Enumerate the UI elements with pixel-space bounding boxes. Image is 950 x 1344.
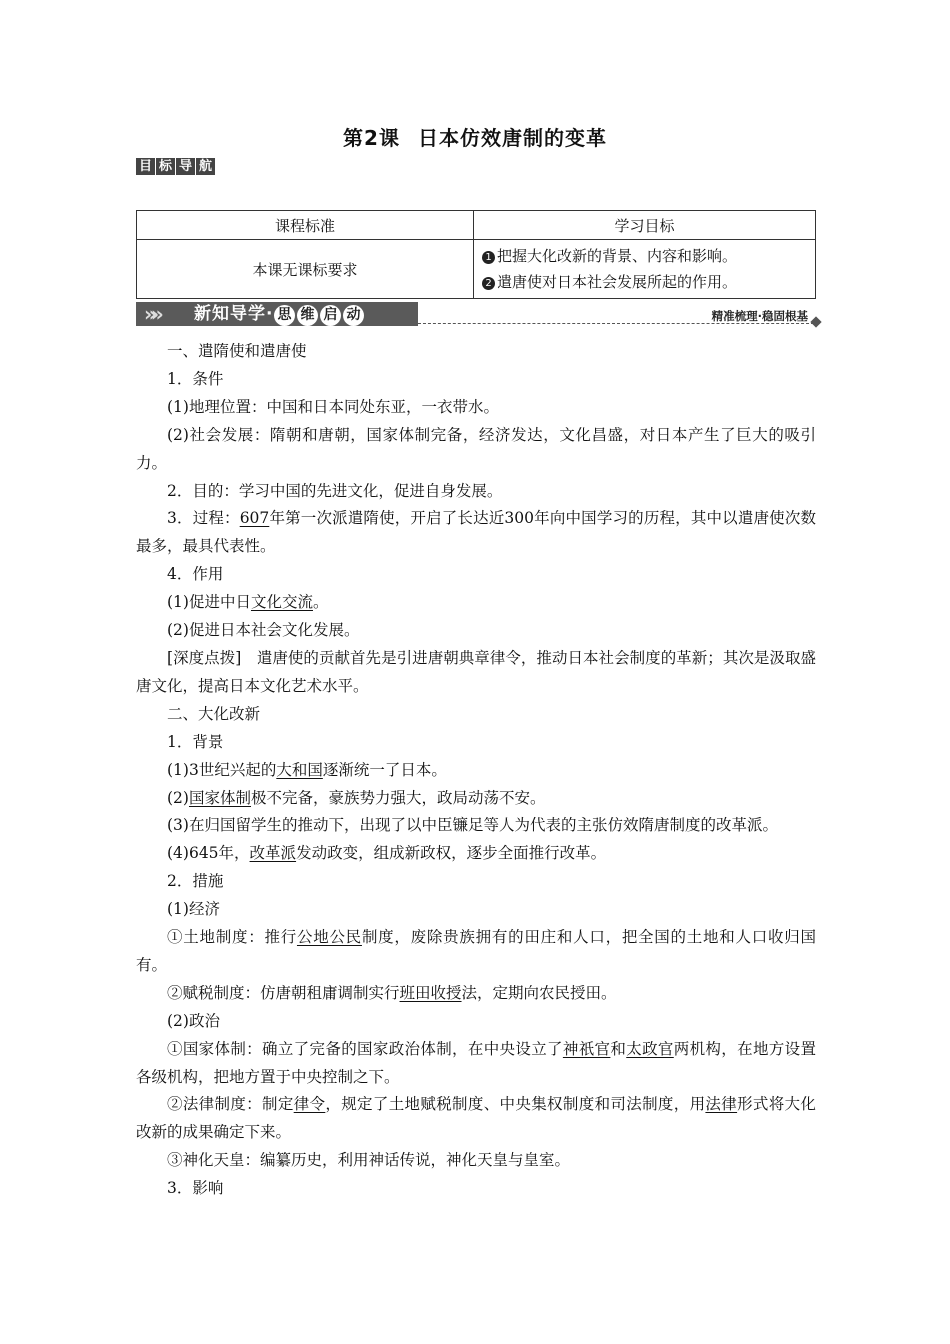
paragraph: (2)社会发展：隋朝和唐朝，国家体制完备，经济发达，文化昌盛，对日本产生了巨大的吸引力。 xyxy=(136,425,816,472)
goal-text: 把握大化改新的背景、内容和影响。 xyxy=(497,247,738,265)
text: 年第一次派遣隋使，开启了长达近300年向中国学习的历程，其中以遣唐使次数最多，最具代表性。 xyxy=(136,509,816,556)
badge-char: 标 xyxy=(156,158,175,175)
goal-item xyxy=(482,243,815,269)
course-standard-cell: 本课无课标要求 xyxy=(137,240,474,299)
text: ①国家体制：确立了完备的国家政治体制，在中央设立了 xyxy=(167,1039,563,1058)
standards-table xyxy=(136,210,816,299)
paragraph: (2)促进日本社会文化发展。 xyxy=(167,621,360,640)
paragraph xyxy=(136,757,816,785)
subheading: 3．影响 xyxy=(167,1179,224,1198)
paragraph: (3)在归国留学生的推动下，出现了以中臣镰足等人为代表的主张仿效隋唐制度的改革派。 xyxy=(167,816,778,835)
section-heading: 二、大化改新 xyxy=(167,704,261,723)
underlined-term: 文化交流 xyxy=(250,593,313,612)
banner-highlight: 思 xyxy=(274,305,295,326)
badge-char: 导 xyxy=(176,158,195,175)
paragraph xyxy=(136,924,816,980)
badge-char: 航 xyxy=(196,158,215,175)
text: ②法律制度：制定 xyxy=(167,1095,294,1114)
text: 。 xyxy=(312,593,329,612)
subheading: 1．条件 xyxy=(167,369,224,388)
number-badge-icon: 1 xyxy=(482,251,495,264)
text: 逐渐统一了日本。 xyxy=(322,760,447,779)
banner-highlight: 动 xyxy=(343,305,364,326)
lesson-number: 第2课 xyxy=(343,126,400,150)
text: 发动政变，组成新政权，逐步全面推行改革。 xyxy=(296,844,607,863)
banner-subtitle: 精准梳理·稳固根基 xyxy=(711,309,808,323)
text: ，规定了土地赋税制度、中央集权制度和司法制度，用 xyxy=(325,1095,706,1114)
section-banner xyxy=(136,300,820,328)
paragraph xyxy=(136,840,816,868)
header-learning-goals: 学习目标 xyxy=(474,211,816,240)
deep-insight-note: [深度点拨] 遣唐使的贡献首先是引进唐朝典章律令，推动日本社会制度的革新；其次是汲取盛唐文化，提高日本文化艺术水平。 xyxy=(136,648,816,695)
paragraph xyxy=(136,589,816,617)
paragraph xyxy=(136,505,816,561)
text: (2) xyxy=(167,788,189,807)
banner-highlight: 维 xyxy=(297,305,318,326)
learning-goals-cell xyxy=(474,240,816,299)
lesson-content xyxy=(136,338,816,1203)
subheading: 1．背景 xyxy=(167,732,224,751)
underlined-term: 公地公民 xyxy=(296,928,362,947)
text: (1)促进中日 xyxy=(167,593,251,612)
subheading: 4．作用 xyxy=(167,565,224,584)
paragraph: ③神化天皇：编纂历史，利用神话传说，神化天皇与皇室。 xyxy=(167,1151,571,1170)
text: (4)645年， xyxy=(167,844,250,863)
text: 极不完备，豪族势力强大，政局动荡不安。 xyxy=(250,788,546,807)
banner-highlight: 启 xyxy=(320,305,341,326)
text: 法，定期向农民授田。 xyxy=(461,983,617,1002)
diamond-icon xyxy=(810,316,821,327)
underlined-term: 神祇官 xyxy=(562,1039,611,1058)
underlined-term: 太政官 xyxy=(626,1039,674,1058)
paragraph xyxy=(136,1036,816,1092)
chevron-icon: »» xyxy=(144,302,158,326)
text: 两机构，在地方设置各级机构，把地方置于中央控制之下。 xyxy=(136,1039,816,1086)
paragraph xyxy=(136,980,816,1008)
subheading: 2．措施 xyxy=(167,872,224,891)
text: 制度，废除贵族拥有的田庄和人口，把全国的土地和人口收归国有。 xyxy=(136,928,816,974)
underlined-term: 改革派 xyxy=(249,844,297,863)
underlined-term: 大和国 xyxy=(276,760,323,779)
number-badge-icon: 2 xyxy=(482,277,495,290)
goal-text: 遣唐使对日本社会发展所起的作用。 xyxy=(497,273,738,291)
paragraph: (1)地理位置：中国和日本同处东亚，一衣带水。 xyxy=(167,397,499,416)
text: ①土地制度：推行 xyxy=(167,928,297,947)
section-heading: 一、遣隋使和遣唐使 xyxy=(167,342,307,360)
subheading: (1)经济 xyxy=(167,900,220,919)
banner-text: 新知导学· xyxy=(194,304,274,324)
underlined-term: 607 xyxy=(239,509,270,528)
text: ②赋税制度：仿唐朝租庸调制实行 xyxy=(167,983,400,1002)
text: 形式将大化改新的成果确定下来。 xyxy=(136,1095,816,1142)
text: 3．过程： xyxy=(167,509,240,528)
goal-item xyxy=(482,269,815,295)
paragraph xyxy=(136,1091,816,1147)
header-course-standard: 课程标准 xyxy=(137,211,474,240)
subheading: (2)政治 xyxy=(167,1011,220,1030)
underlined-term: 班田收授 xyxy=(399,983,462,1002)
banner-title xyxy=(194,302,365,326)
lesson-title xyxy=(0,122,950,151)
paragraph: 2．目的：学习中国的先进文化，促进自身发展。 xyxy=(167,481,503,500)
underlined-term: 律令 xyxy=(293,1095,326,1114)
underlined-term: 法律 xyxy=(705,1095,738,1114)
underlined-term: 国家体制 xyxy=(188,788,251,807)
text: 和 xyxy=(610,1039,627,1058)
badge-char: 目 xyxy=(136,158,155,175)
section-badge xyxy=(136,158,215,175)
lesson-name: 日本仿效唐制的变革 xyxy=(417,126,607,150)
paragraph xyxy=(136,785,816,813)
text: (1)3世纪兴起的 xyxy=(167,760,277,779)
